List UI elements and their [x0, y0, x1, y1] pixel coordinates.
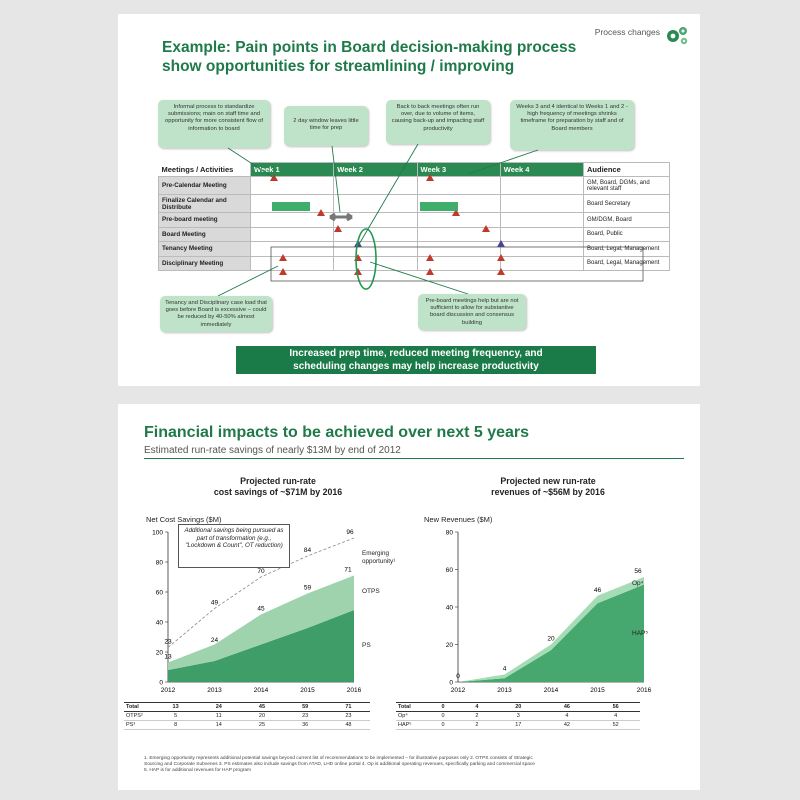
x-tick-label: 2015 [590, 687, 605, 694]
revenue-chart [408, 522, 698, 702]
y-tick-label: 60 [445, 567, 453, 574]
col-header-audience: Audience [584, 163, 670, 177]
table-row: Op⁴ 0 2 3 4 4 [396, 712, 640, 721]
meeting-markers [270, 174, 505, 275]
table-row: Board Meeting Board, Public [159, 227, 670, 242]
callout-weeks-identical: Weeks 3 and 4 identical to Weeks 1 and 2 - high frequency of meetings shrinks timeframe for preparation by staff and of Board members [510, 100, 634, 150]
col-header-week1: Week 1 [251, 163, 334, 177]
y-tick-label: 20 [155, 649, 163, 657]
right-y-axis-label: New Revenues ($M) [424, 515, 493, 524]
y-tick-label: 100 [152, 529, 163, 537]
left-chart-title: Projected run-rate cost savings of ~$71M by 2016 [213, 476, 343, 497]
calendar-bar-week3 [420, 202, 458, 211]
right-chart-title: Projected new run-rate revenues of ~$56M by 2016 [491, 476, 605, 497]
highlight-box [271, 247, 643, 281]
data-label-total: 24 [210, 637, 219, 644]
table-row: Total 0 4 20 46 56 [396, 703, 640, 712]
data-label-total: 45 [257, 605, 265, 613]
table-row: Tenancy Meeting Board, Legal, Management [159, 242, 670, 257]
x-tick-label: 2014 [253, 687, 269, 694]
y-tick-label: 80 [155, 559, 163, 567]
data-label-emerging: 84 [303, 547, 312, 554]
table-row: Disciplinary Meeting Board, Legal, Management [159, 256, 670, 271]
y-tick-label: 80 [445, 529, 453, 537]
col-header-activities: Meetings / Activities [159, 163, 251, 177]
col-header-week3: Week 3 [417, 163, 500, 177]
data-label-total: 4 [502, 665, 507, 673]
callout-pre-board: Pre-board meetings help but are not sufficient to allow for substantive board discussion and consensus building [418, 294, 526, 330]
label-hap: HAP⁵ [632, 630, 649, 637]
y-tick-label: 0 [449, 679, 453, 687]
table-row: OTPS² 5 11 20 23 23 [124, 712, 370, 721]
calendar-bar-week1 [272, 202, 310, 211]
x-tick-label: 2012 [160, 687, 176, 694]
y-tick-label: 60 [155, 589, 163, 597]
callout-two-day-window: 2 day window leaves little time for prep [284, 106, 368, 146]
section-tag: Process changes [594, 27, 660, 37]
data-label-total: 46 [593, 586, 602, 594]
x-tick-label: 2013 [207, 687, 222, 694]
callout-back-to-back: Back to back meetings often run over, due to volume of items, causing back-up and impacting staff productivity [386, 100, 490, 144]
additional-savings-note: Additional savings being pursued as part of transformation (e.g., "Lockdown & Count", OT reduction) [178, 524, 290, 568]
board-meeting-markers [354, 240, 505, 247]
table-row: Pre-Calendar Meeting GM, Board, DGMs, and relevant staff [159, 177, 670, 195]
x-tick-label: 2013 [497, 687, 512, 694]
x-tick-label: 2014 [543, 687, 559, 694]
table-row: Pre-board meeting GM/DGM, Board [159, 213, 670, 228]
data-label-total: 13 [164, 653, 172, 661]
slide-pain-points [118, 14, 700, 386]
callout-informal-process: Informal process to standardize submissions; main on staff time and opportunity for more consistent flow of information to board [158, 100, 270, 148]
y-tick-label: 20 [445, 642, 453, 649]
left-y-axis-label: Net Cost Savings ($M) [146, 515, 222, 524]
col-header-week2: Week 2 [334, 163, 417, 177]
y-tick-label: 0 [159, 679, 163, 687]
conclusion-banner: Increased prep time, reduced meeting frequency, and scheduling changes may help increase productivity [236, 346, 596, 374]
col-header-week4: Week 4 [500, 163, 583, 177]
data-label-total: 20 [547, 635, 555, 643]
data-label-emerging: 49 [210, 599, 219, 607]
table-row: Total 13 24 45 59 71 [124, 703, 370, 712]
slide-title: Example: Pain points in Board decision-making process show opportunities for streamlining / improving [162, 39, 577, 75]
table-row: PS³ 8 14 25 36 48 [124, 721, 370, 730]
callout-connectors [218, 144, 538, 296]
y-tick-label: 40 [155, 619, 163, 627]
x-tick-label: 2015 [300, 687, 315, 694]
cost-savings-table [124, 702, 370, 730]
y-tick-label: 40 [445, 604, 453, 612]
title-rule [144, 458, 684, 459]
x-tick-label: 2016 [346, 687, 362, 694]
label-ps: PS [362, 642, 371, 649]
footnotes: 1. Emerging opportunity represents additional potential savings beyond current list of recommendations to be implemented – for illustrative purposes only 2. OTPS consists of Strategic Sourcing and Corporate Subvenes 3. PS estimates also include savings from ATAD, LHD online portal 4. Op is additional operating revenues, specifically parking and commercial space 5. HAP is for additional revenues for HAP program [144, 756, 535, 773]
label-op: Op⁴ [632, 580, 644, 587]
slide-financial-impacts [118, 404, 700, 790]
data-label-total: 0 [456, 673, 460, 680]
revenue-table [396, 702, 640, 730]
callout-tenancy-disciplinary: Tenancy and Disciplinary case load that goes before Board is excessive – could be reduced by 40-50% almost immediately [160, 296, 272, 332]
label-emerging: Emerging opportunity¹ [362, 550, 396, 565]
data-label-emerging: 96 [346, 529, 354, 536]
data-label-total: 71 [344, 566, 352, 574]
double-arrow [330, 214, 352, 220]
data-label-emerging: 23 [164, 638, 172, 646]
label-otps: OTPS [362, 588, 380, 595]
data-label-emerging: 70 [257, 568, 265, 575]
slide-title: Financial impacts to be achieved over next 5 years [144, 424, 530, 441]
slide-subtitle: Estimated run-rate savings of nearly $13M by end of 2012 [144, 445, 401, 456]
area-hap [458, 585, 644, 683]
data-label-total: 56 [634, 568, 642, 575]
data-label-total: 59 [303, 584, 312, 592]
table-row: Finalize Calendar and Distribute Board Secretary [159, 195, 670, 213]
x-tick-label: 2012 [450, 687, 466, 694]
table-row: HAP⁵ 0 2 17 42 52 [396, 721, 640, 730]
x-tick-label: 2016 [636, 687, 652, 694]
